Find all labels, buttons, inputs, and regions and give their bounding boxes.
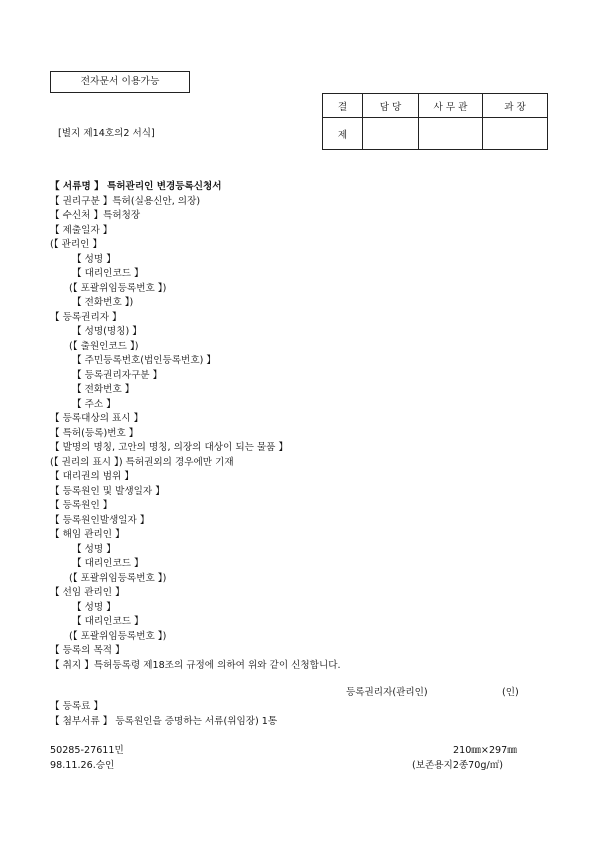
form-line — [69, 282, 166, 295]
form-line — [50, 586, 125, 599]
form-line-text: (【 포괄위임등록번호 】) — [69, 630, 167, 642]
approval-table — [322, 93, 548, 150]
form-line — [50, 180, 222, 193]
form-line-text: 【 등록권리자 】 — [50, 311, 122, 323]
form-line — [50, 499, 112, 512]
form-line-text: 【 발명의 명칭, 고안의 명칭, 의장의 대상이 되는 물품 】 — [50, 442, 289, 453]
form-line-text: (【 출원인코드 】) — [69, 340, 139, 352]
form-line-text: 【 등록원인 및 발생일자 】 — [50, 485, 165, 497]
form-line — [72, 325, 142, 338]
form-line — [69, 630, 166, 643]
form-line-text: (【 포괄위임등록번호 】) — [69, 282, 167, 294]
footer-code: 50285-27611민 — [50, 745, 124, 756]
form-line-text: 【 등록대상의 표시 】 — [50, 413, 144, 424]
form-line-text: 【 등록원인 】 — [50, 500, 113, 511]
approval-col-staff: 담 당 — [363, 94, 419, 118]
form-line-text: 【 성명 】 — [72, 253, 116, 265]
fee-line: 【 등록료 】 — [50, 701, 104, 712]
form-line-text: (【 관리인 】 — [50, 239, 103, 250]
signature-seal: (인) — [502, 687, 519, 698]
form-line-text: 【 등록의 목적 】 — [50, 645, 125, 656]
form-line — [50, 514, 149, 527]
attachments-line: 【 첨부서류 】 등록원인을 증명하는 서류(위임장) 1통 — [50, 716, 278, 727]
form-line-text: 【 선임 관리인 】 — [50, 587, 125, 598]
form-line — [72, 615, 144, 628]
form-line — [50, 644, 125, 657]
footer-size: 210㎜×297㎜ — [453, 745, 517, 756]
form-line-text: (【 포괄위임등록번호 】) — [69, 572, 167, 584]
form-line — [69, 340, 139, 353]
form-line-text: 【 대리인코드 】 — [72, 268, 144, 279]
approval-sign-staff — [363, 118, 419, 150]
form-line — [72, 354, 216, 367]
form-line-text: (【 권리의 표시 】) 특허권외의 경우에만 기재 — [50, 456, 234, 468]
form-line — [50, 311, 122, 324]
approval-sign-director — [483, 118, 548, 150]
form-line — [50, 470, 134, 483]
form-line — [72, 369, 162, 382]
form-line-text: 【 대리인코드 】 — [72, 616, 144, 627]
form-line-text: 【 대리권의 범위 】 — [50, 471, 134, 482]
form-line — [72, 253, 116, 266]
form-line — [50, 441, 288, 454]
form-number: [별지 제14호의2 서식] — [58, 128, 155, 139]
form-line — [50, 195, 200, 208]
form-line — [50, 238, 102, 251]
form-line-text: 【 수신처 】특허청장 — [50, 210, 141, 221]
form-line-text: 【 권리구분 】특허(실용신안, 의장) — [50, 195, 201, 207]
footer-paper: (보존용지2종70g/㎡) — [412, 760, 504, 771]
approval-sign-officer — [419, 118, 483, 150]
document-title: 특허관리인 변경등록신청서 — [107, 181, 222, 192]
approval-side-top: 결 — [323, 94, 363, 118]
approval-col-director: 과 장 — [483, 94, 548, 118]
form-line — [50, 485, 165, 498]
form-line — [50, 456, 234, 469]
form-line-text: 【 성명 】 — [72, 543, 116, 555]
form-line — [69, 572, 166, 585]
form-line-text: 【 해임 관리인 】 — [50, 529, 125, 540]
form-line-text: 【 주소 】 — [72, 398, 116, 410]
electronic-document-box: 전자문서 이용가능 — [50, 71, 190, 93]
form-line — [50, 427, 138, 440]
signature-label: 등록권리자(관리인) — [346, 687, 428, 698]
form-line — [72, 601, 116, 614]
form-line — [50, 209, 140, 222]
form-line — [72, 383, 134, 396]
form-line — [72, 296, 133, 309]
form-line — [72, 398, 116, 411]
form-line-text: 【 등록권리자구분 】 — [72, 369, 163, 381]
form-line-text: 【 전화번호 】) — [72, 297, 134, 308]
form-line-text: 【 제출일자 】 — [50, 224, 113, 236]
form-line — [50, 224, 112, 237]
approval-col-officer: 사 무 관 — [419, 94, 483, 118]
form-line-text: 【 주민등록번호(법인등록번호) 】 — [72, 355, 216, 366]
footer-approved: 98.11.26.승인 — [50, 760, 115, 771]
approval-side-bottom: 제 — [323, 118, 363, 150]
form-line-text: 【 등록원인발생일자 】 — [50, 514, 150, 526]
form-line-text: 【 대리인코드 】 — [72, 558, 144, 569]
form-line — [50, 528, 125, 541]
form-line-text: 【 성명 】 — [72, 601, 116, 613]
form-line-text: 【 서류명 】 — [50, 181, 108, 192]
form-line — [72, 267, 144, 280]
form-line — [50, 412, 143, 425]
form-line-text: 【 전화번호 】 — [72, 384, 135, 395]
form-line — [72, 543, 116, 556]
form-line-text: 【 특허(등록)번호 】 — [50, 427, 139, 439]
form-line-text: 【 취지 】특허등록령 제18조의 규정에 의하여 위와 같이 신청합니다. — [50, 659, 341, 671]
form-line — [50, 659, 341, 672]
form-line — [72, 557, 144, 570]
form-line-text: 【 성명(명칭) 】 — [72, 326, 142, 337]
